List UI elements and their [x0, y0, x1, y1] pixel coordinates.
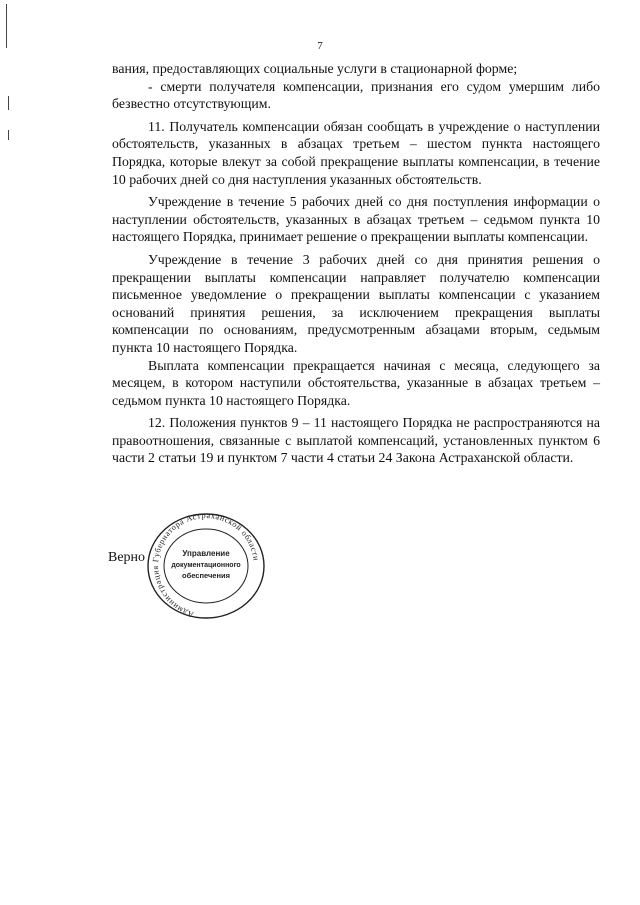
document-body: [112, 60, 600, 467]
svg-text:Управление: Управление: [182, 549, 230, 558]
paragraph: 11. Получатель компенсации обязан сообщать в учреждение о наступлении обстоятельств, указанных в абзацах третьем – шестом пункта настоящего Порядка, которые влекут за собой прекращение выплаты компенсации, в течение 10 рабочих дней со дня наступления указанных обстоятельств.: [112, 118, 600, 187]
margin-mark: [8, 96, 9, 110]
paragraph: 12. Положения пунктов 9 – 11 настоящего Порядка не распространяются на правоотношения, связанные с выплатой компенсаций, установленных пунктом 6 части 2 статьи 19 и пунктом 7 части 4 статьи 24 Закона Астраханской области.: [112, 415, 600, 466]
paragraph: - смерти получателя компенсации, признания его судом умершим либо безвестно отсутствующим.: [112, 78, 600, 112]
paragraph: Выплата компенсации прекращается начиная с месяца, следующего за месяцем, в котором наступили обстоятельства, указанные в абзацах третьем – седьмом пункта 10 настоящего Порядка.: [112, 357, 600, 408]
stamp-graphic: [142, 508, 270, 620]
official-stamp: [142, 508, 270, 620]
page-number: 7: [317, 40, 323, 52]
paragraph: Учреждение в течение 3 рабочих дней со дня принятия решения о прекращении выплаты компенсации направляет получателю компенсации письменное уведомление о прекращении выплаты компенсации с указанием оснований принятия решения, за исключением прекращения выплаты компенсации по основаниям, предусмотренным абзацами вторым, седьмым пункта 10 настоящего Порядка.: [112, 251, 600, 355]
paragraph: Учреждение в течение 5 рабочих дней со дня поступления информации о наступлении обстоятельств, указанных в абзацах третьем – седьмом пункта 10 настоящего Порядка, принимает решение о прекращении выплаты компенсации.: [112, 194, 600, 245]
paragraph: вания, предоставляющих социальные услуги в стационарной форме;: [112, 61, 518, 76]
svg-text:обеспечения: обеспечения: [181, 571, 231, 580]
svg-text:документационного: документационного: [171, 562, 241, 569]
margin-mark: [8, 130, 9, 140]
certification-label: Верно: [108, 550, 146, 565]
svg-text:Администрация Губернатора Астр: Администрация Губернатора Астраханской области: [150, 510, 261, 620]
